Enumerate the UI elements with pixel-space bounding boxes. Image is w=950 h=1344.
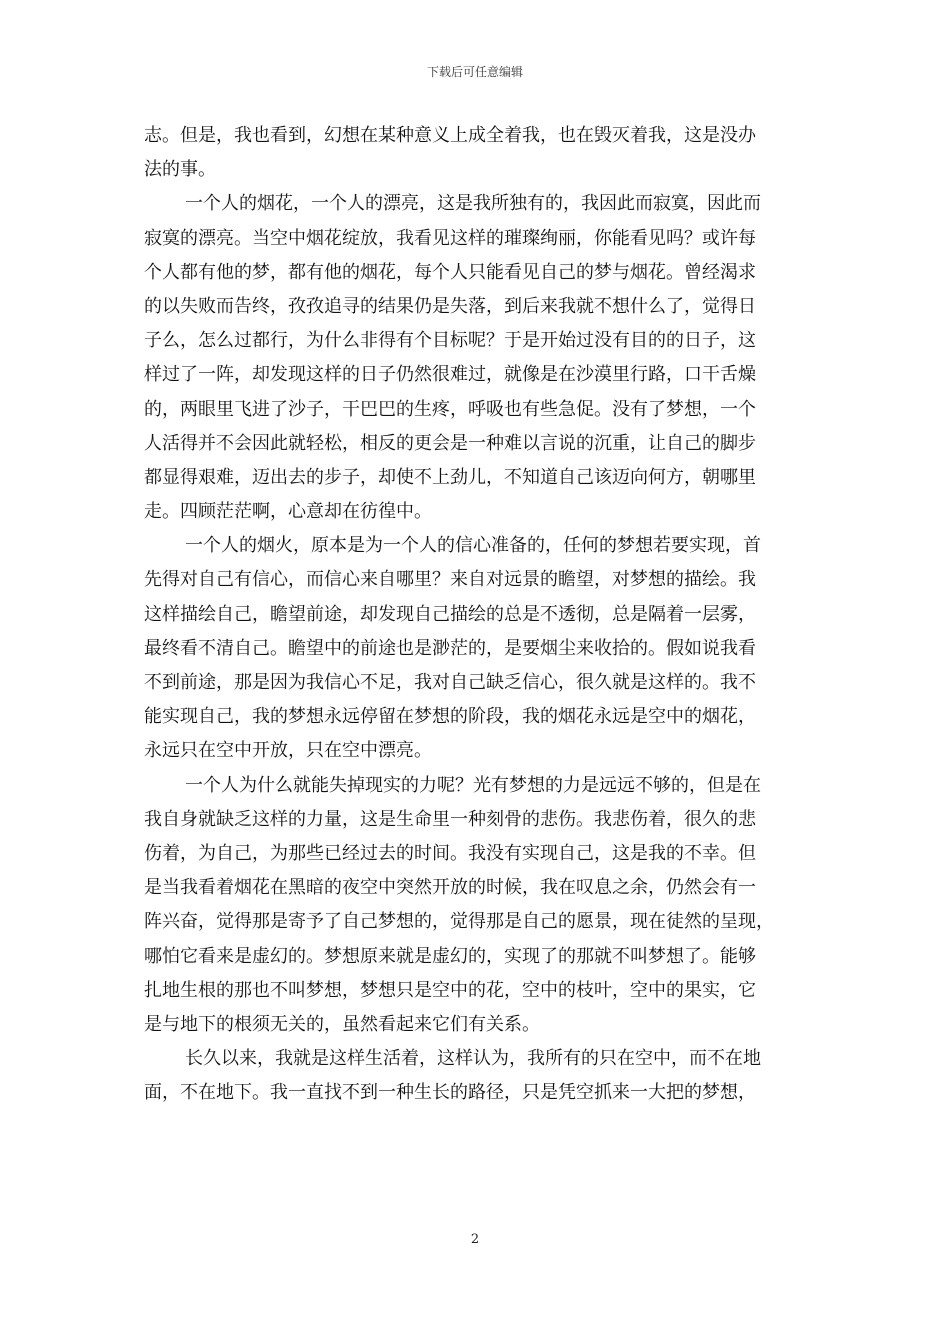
text-line: 的以失败而告终，孜孜追寻的结果仍是失落，到后来我就不想什么了，觉得日 (144, 295, 756, 317)
text-line: 都显得艰难，迈出去的步子，却使不上劲儿，不知道自己该迈向何方，朝哪里 (144, 466, 756, 488)
text-line: 阵兴奋，觉得那是寄予了自己梦想的，觉得那是自己的愿景，现在徒然的呈现， (144, 911, 774, 933)
text-line: 个人都有他的梦，都有他的烟花，每个人只能看见自己的梦与烟花。曾经渴求 (144, 261, 756, 283)
text-line: 的，两眼里飞进了沙子，干巴巴的生疼，呼吸也有些急促。没有了梦想，一个 (144, 398, 756, 420)
page-header-note: 下载后可任意编辑 (426, 65, 523, 79)
paragraph-first-line: 长久以来，我就是这样生活着，这样认为，我所有的只在空中，而不在地 (185, 1048, 761, 1070)
text-line: 先得对自己有信心，而信心来自哪里？来自对远景的瞻望，对梦想的描绘。我 (144, 569, 756, 591)
document-body (144, 119, 808, 1110)
text-line: 是当我看着烟花在黑暗的夜空中突然开放的时候，我在叹息之余，仍然会有一 (144, 877, 756, 899)
paragraph-first-line: 一个人为什么就能失掉现实的力呢？光有梦想的力是远远不够的，但是在 (185, 774, 761, 796)
text-line: 是与地下的根须无关的，虽然看起来它们有关系。 (144, 1013, 540, 1035)
paragraph-first-line: 一个人的烟花，一个人的漂亮，这是我所独有的，我因此而寂寞，因此而 (185, 193, 761, 215)
page-number: 2 (470, 1232, 480, 1247)
text-line: 永远只在空中开放，只在空中漂亮。 (144, 740, 432, 762)
text-line: 哪怕它看来是虚幻的。梦想原来就是虚幻的，实现了的那就不叫梦想了。能够 (144, 945, 756, 967)
text-line: 面，不在地下。我一直找不到一种生长的路径，只是凭空抓来一大把的梦想， (144, 1082, 756, 1104)
text-line: 法的事。 (144, 159, 216, 181)
text-line: 最终看不清自己。瞻望中的前途也是渺茫的，是要烟尘来收拾的。假如说我看 (144, 637, 756, 659)
text-line: 子么，怎么过都行，为什么非得有个目标呢？于是开始过没有目的的日子，这 (144, 330, 756, 352)
paragraph-first-line: 一个人的烟火，原本是为一个人的信心准备的，任何的梦想若要实现，首 (185, 535, 761, 557)
text-line: 寂寞的漂亮。当空中烟花绽放，我看见这样的璀璨绚丽，你能看见吗？或许每 (144, 227, 756, 249)
text-line: 不到前途，那是因为我信心不足，我对自己缺乏信心，很久就是这样的。我不 (144, 672, 756, 693)
text-line: 志。但是，我也看到，幻想在某种意义上成全着我，也在毁灭着我，这是没办 (144, 125, 756, 146)
text-line: 这样描绘自己，瞻望前途，却发现自己描绘的总是不透彻，总是隔着一层雾， (144, 603, 756, 625)
text-line: 伤着，为自己，为那些已经过去的时间。我没有实现自己，这是我的不幸。但 (144, 842, 756, 864)
text-line: 扎地生根的那也不叫梦想，梦想只是空中的花，空中的枝叶，空中的果实，它 (144, 979, 756, 1001)
text-line: 人活得并不会因此就轻松，相反的更会是一种难以言说的沉重，让自己的脚步 (144, 432, 756, 454)
text-line: 走。四顾茫茫啊，心意却在彷徨中。 (144, 501, 432, 523)
text-line: 能实现自己，我的梦想永远停留在梦想的阶段，我的烟花永远是空中的烟花， (144, 706, 756, 728)
text-line: 我自身就缺乏这样的力量，这是生命里一种刻骨的悲伤。我悲伤着，很久的悲 (144, 808, 756, 830)
text-line: 样过了一阵，却发现这样的日子仍然很难过，就像是在沙漠里行路，口干舌燥 (144, 364, 756, 386)
